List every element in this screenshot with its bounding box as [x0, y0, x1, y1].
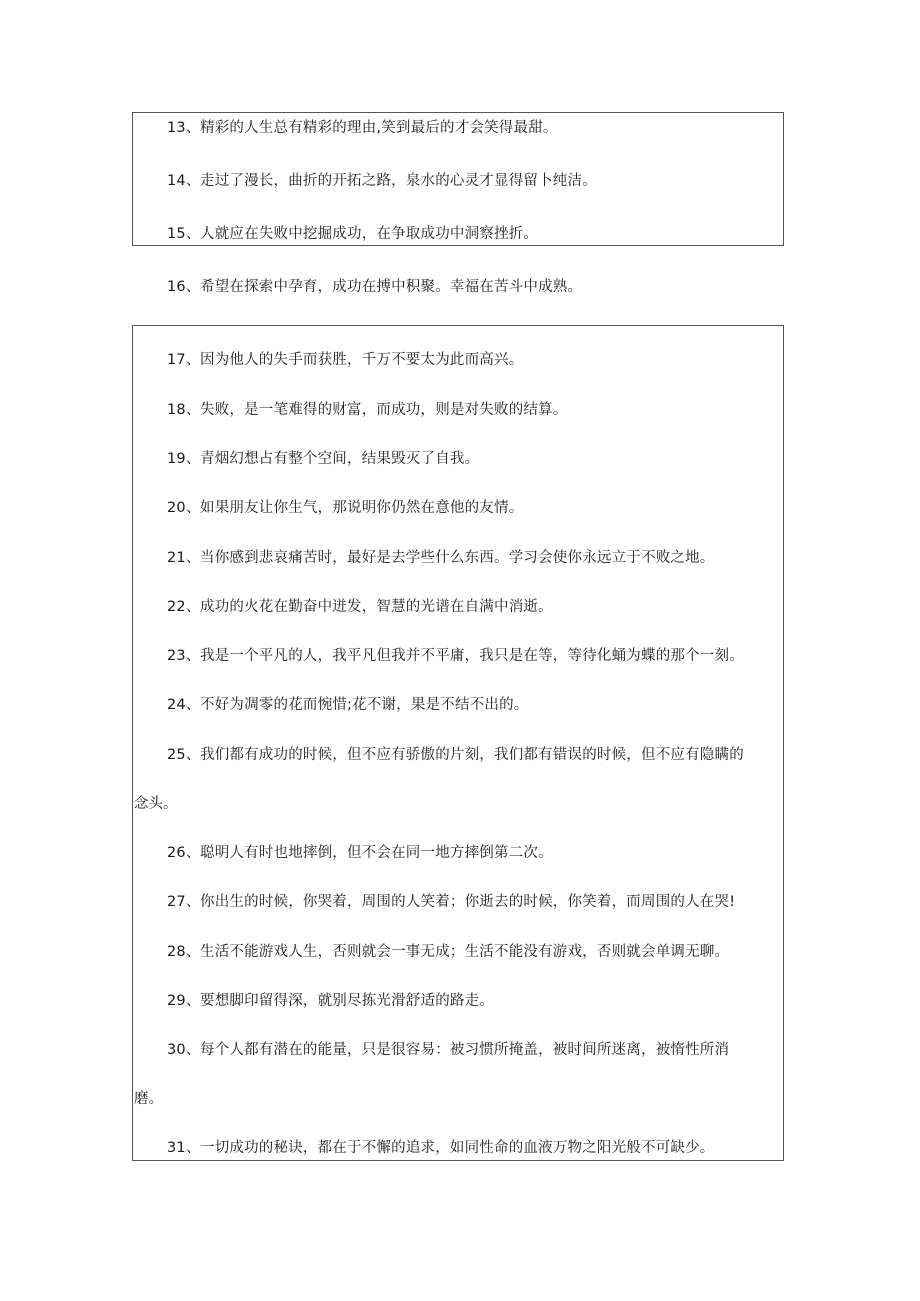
item-text: 如果朋友让你生气，那说明你仍然在意他的友情。 — [200, 500, 524, 516]
item-number: 16、 — [167, 279, 201, 295]
item-number: 13、 — [167, 120, 201, 136]
item-text: 我是一个平凡的人，我平凡但我并不平庸，我只是在等，等待化蛹为蝶的那个一刻。 — [200, 648, 744, 664]
item-number: 31、 — [167, 1140, 201, 1156]
item-text: 我们都有成功的时候，但不应有骄傲的片刻，我们都有错误的时候，但不应有隐瞒的 — [200, 747, 744, 763]
item-number: 29、 — [167, 993, 201, 1009]
item-number: 30、 — [167, 1042, 201, 1058]
item-number: 17、 — [167, 352, 201, 368]
item-text: 人就应在失败中挖掘成功，在争取成功中洞察挫折。 — [200, 226, 539, 242]
item-text: 当你感到悲哀痛苦时，最好是去学些什么东西。学习会使你永远立于不败之地。 — [200, 550, 715, 566]
item-text: 要想脚印留得深，就别尽拣光滑舒适的路走。 — [200, 993, 494, 1009]
item-text: 聪明人有时也地摔倒，但不会在同一地方摔倒第二次。 — [200, 845, 553, 861]
item-number: 23、 — [167, 648, 201, 664]
item-number: 22、 — [167, 599, 201, 615]
item-number: 26、 — [167, 845, 201, 861]
item-text-continuation: 磨。 — [134, 1091, 163, 1107]
item-number: 21、 — [167, 550, 201, 566]
item-number: 14、 — [167, 173, 201, 189]
item-number: 24、 — [167, 697, 201, 713]
item-number: 20、 — [167, 500, 201, 516]
item-text: 失败，是一笔难得的财富，而成功，则是对失败的结算。 — [200, 402, 568, 418]
item-text: 每个人都有潜在的能量，只是很容易：被习惯所掩盖，被时间所迷离，被惰性所消 — [200, 1042, 730, 1058]
item-text: 青烟幻想占有整个空间，结果毁灭了自我。 — [200, 451, 480, 467]
item-number: 25、 — [167, 747, 201, 763]
item-text-continuation: 念头。 — [134, 796, 178, 812]
item-text: 不好为凋零的花而惋惜;花不谢，果是不结不出的。 — [200, 697, 529, 713]
item-number: 27、 — [167, 894, 201, 910]
item-text: 因为他人的失手而获胜，千万不要太为此而高兴。 — [200, 352, 524, 368]
item-number: 28、 — [167, 944, 201, 960]
item-text: 走过了漫长，曲折的开拓之路，泉水的心灵才显得留卜纯洁。 — [200, 173, 597, 189]
item-number: 19、 — [167, 451, 201, 467]
item-number: 18、 — [167, 402, 201, 418]
item-number: 15、 — [167, 226, 201, 242]
item-text: 精彩的人生总有精彩的理由,笑到最后的才会笑得最甜。 — [200, 120, 558, 136]
item-text: 一切成功的秘诀，都在于不懈的追求，如同性命的血液万物之阳光般不可缺少。 — [200, 1140, 715, 1156]
item-text: 成功的火花在勤奋中迸发，智慧的光谱在自满中消逝。 — [200, 599, 553, 615]
item-text: 希望在探索中孕育，成功在搏中积聚。幸福在苦斗中成熟。 — [200, 279, 583, 295]
item-text: 生活不能游戏人生，否则就会一事无成；生活不能没有游戏，否则就会单调无聊。 — [200, 944, 730, 960]
item-text: 你出生的时候，你哭着，周围的人笑着；你逝去的时候，你笑着，而周围的人在哭! — [200, 894, 736, 910]
